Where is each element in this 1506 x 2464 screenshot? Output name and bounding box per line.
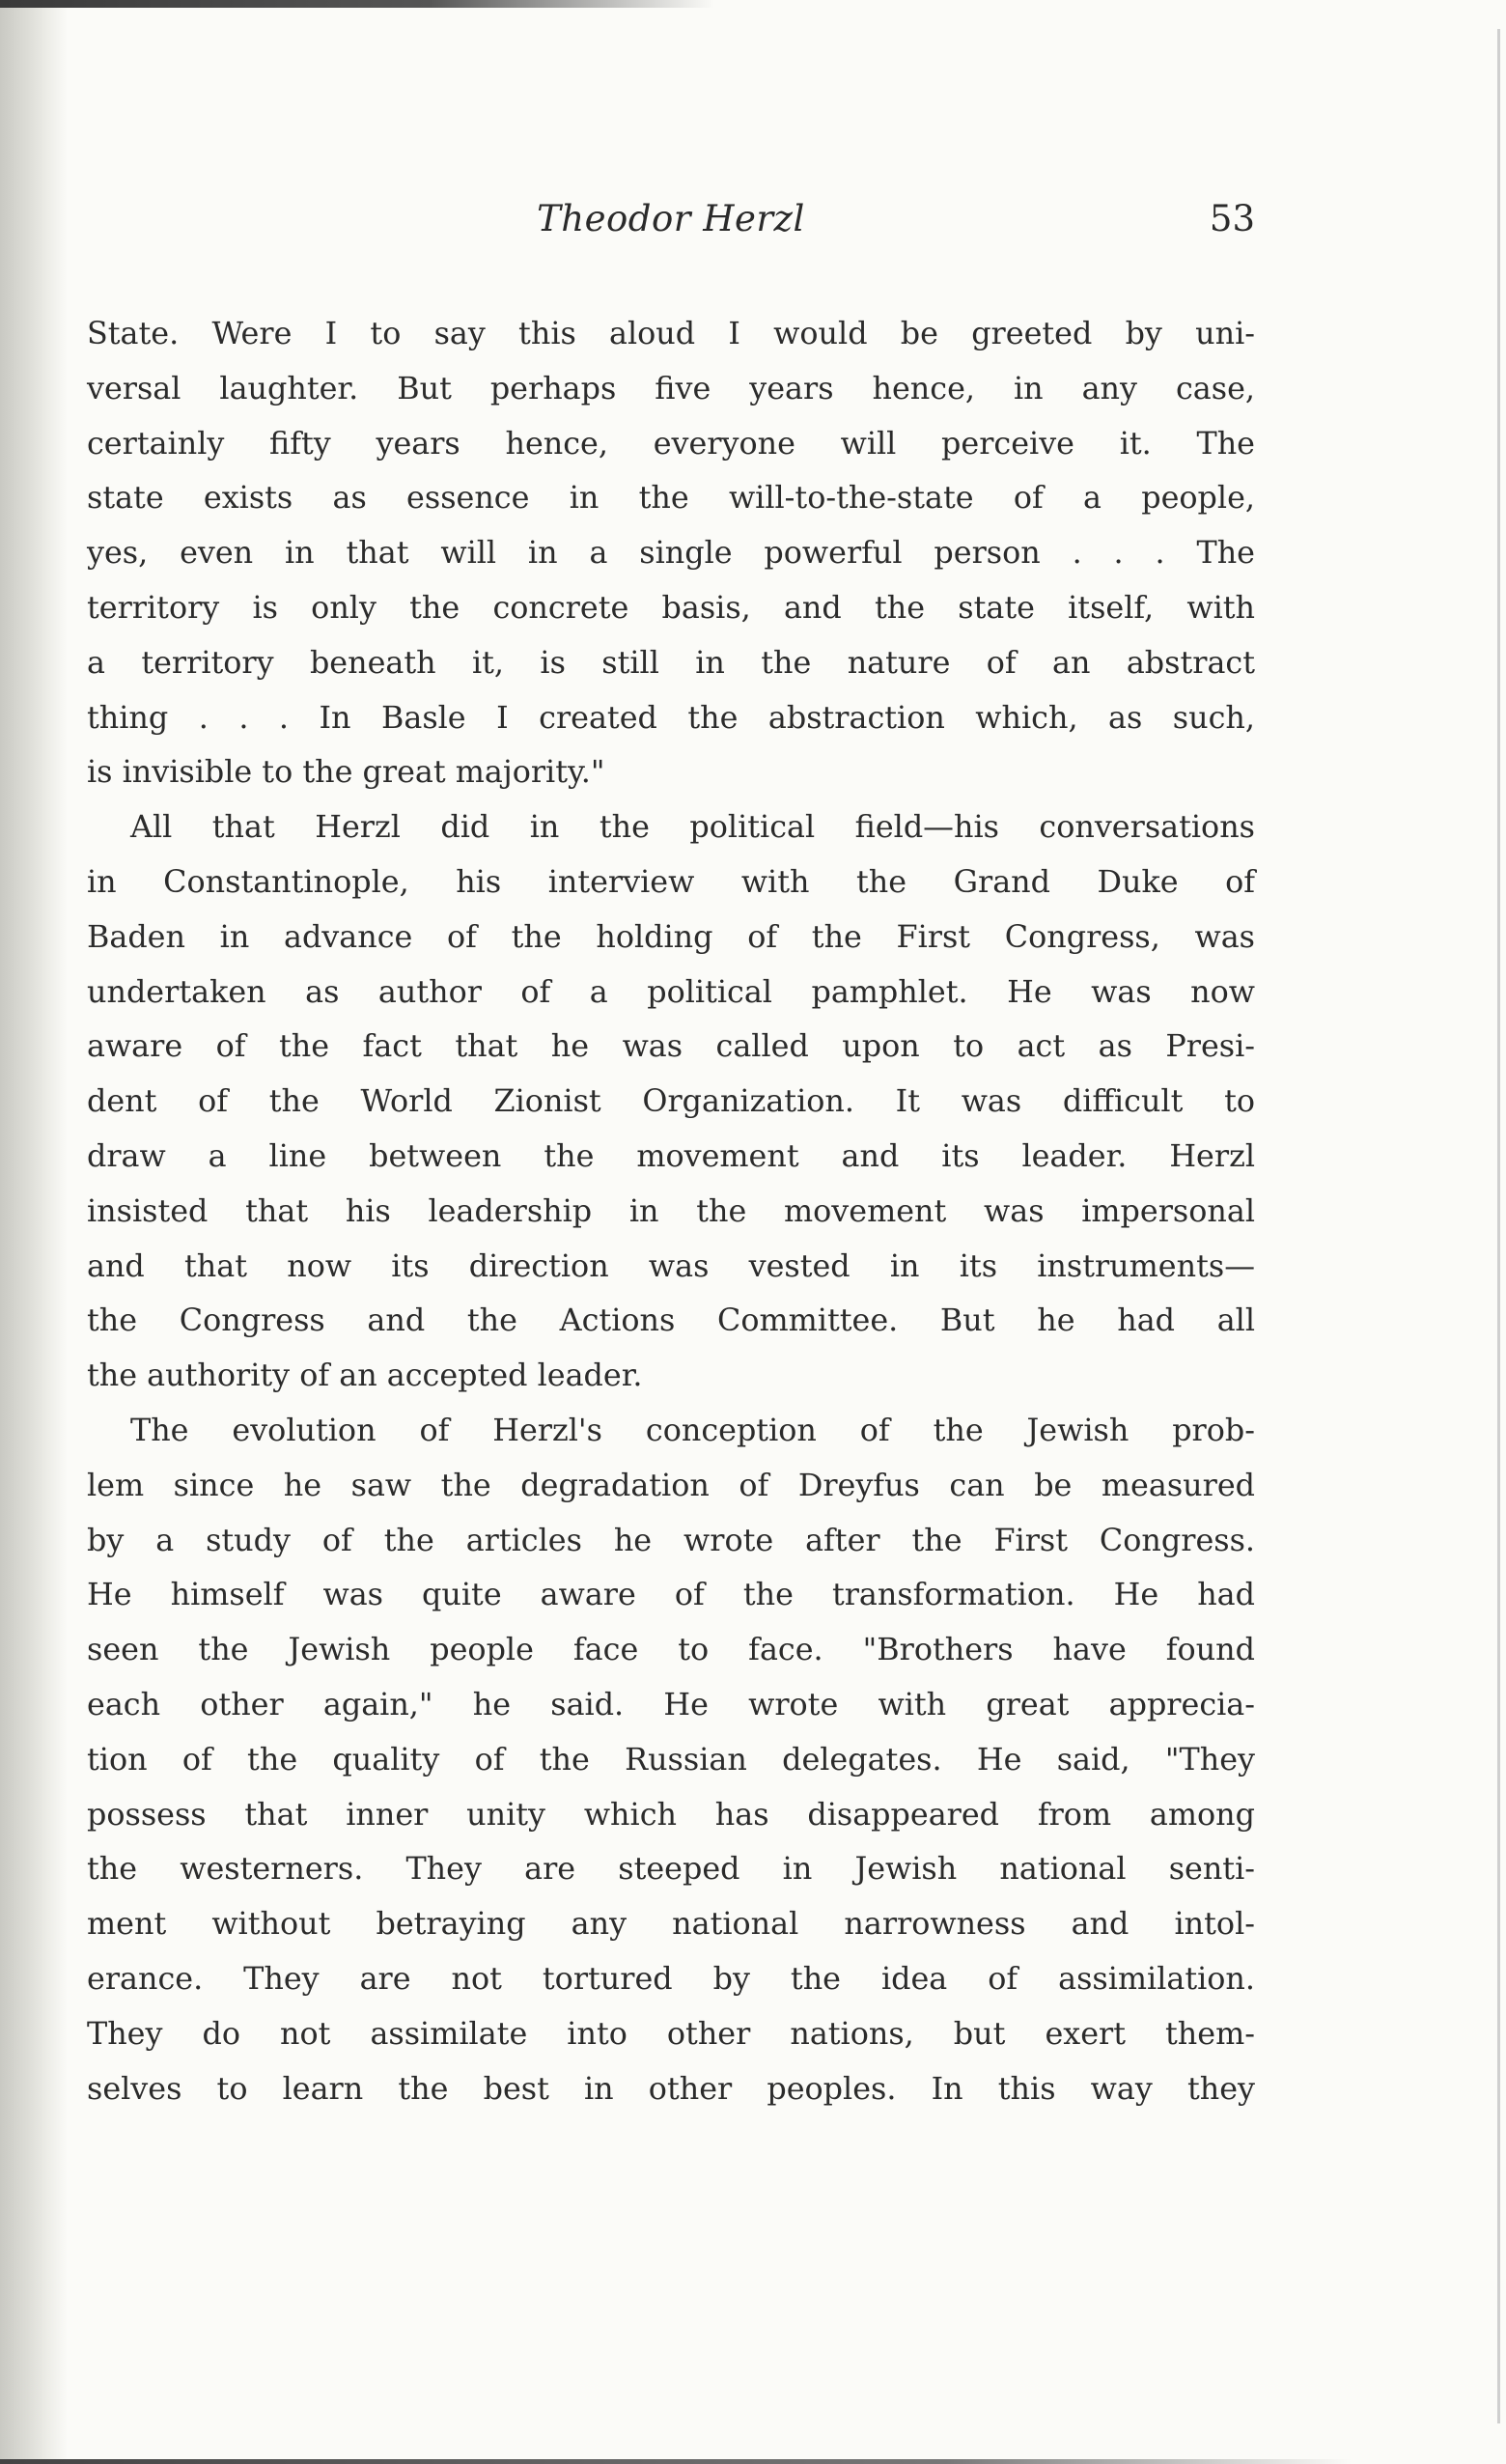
page-number: 53 (1209, 198, 1255, 239)
paragraph (87, 307, 1255, 800)
running-title: Theodor Herzl (537, 198, 805, 239)
body-text (87, 307, 1255, 2116)
text-line: lem since he saw the degradation of Dreyfus can be measured (87, 1467, 1255, 1503)
text-line: selves to learn the best in other peoples. In this way they (87, 2070, 1255, 2107)
text-line: thing . . . In Basle I created the abstraction which, as such, (87, 699, 1255, 736)
text-line: erance. They are not tortured by the idea of assimilation. (87, 1960, 1255, 1997)
text-line: State. Were I to say this aloud I would be greeted by uni- (87, 316, 1255, 351)
text-line: insisted that his leadership in the movement was impersonal (87, 1192, 1255, 1229)
paragraph (87, 1404, 1255, 2116)
scan-edge-right (1497, 29, 1500, 2423)
scan-edge-bottom (0, 2459, 1352, 2464)
text-line: is invisible to the great majority." (87, 754, 605, 791)
text-line: ment without betraying any national narrowness and intol- (87, 1906, 1255, 1943)
text-line: All that Herzl did in the political field—his conversations (130, 809, 1255, 846)
text-line: versal laughter. But perhaps five years hence, in any case, (87, 370, 1255, 406)
text-line: territory is only the concrete basis, and the state itself, with (87, 589, 1255, 626)
scan-edge-top (0, 0, 714, 8)
text-line: in Constantinople, his interview with the Grand Duke of (87, 863, 1255, 900)
text-line: aware of the fact that he was called upon to act as Presi- (87, 1028, 1255, 1065)
text-line: and that now its direction was vested in its instruments— (87, 1247, 1255, 1284)
text-line: the Congress and the Actions Committee. But he had all (87, 1302, 1255, 1339)
text-line: Baden in advance of the holding of the First Congress, was (87, 918, 1255, 955)
text-line: He himself was quite aware of the transformation. He had (87, 1577, 1255, 1613)
text-line: seen the Jewish people face to face. "Brothers have found (87, 1632, 1255, 1668)
text-line: possess that inner unity which has disappeared from among (87, 1796, 1255, 1833)
text-line: state exists as essence in the will-to-the-state of a people, (87, 480, 1255, 517)
text-line: a territory beneath it, is still in the nature of an abstract (87, 644, 1255, 681)
text-line: by a study of the articles he wrote after the First Congress. (87, 1522, 1255, 1558)
text-line: draw a line between the movement and its leader. Herzl (87, 1137, 1255, 1174)
binding-shadow (0, 0, 68, 2464)
text-line: They do not assimilate into other nations, but exert them- (87, 2015, 1255, 2052)
text-line: dent of the World Zionist Organization. It was difficult to (87, 1083, 1255, 1120)
text-line: The evolution of Herzl's conception of the Jewish prob- (130, 1412, 1255, 1448)
text-line: tion of the quality of the Russian delegates. He said, "They (87, 1741, 1255, 1778)
text-line: the westerners. They are steeped in Jewish national senti- (87, 1851, 1255, 1888)
text-line: certainly fifty years hence, everyone will perceive it. The (87, 425, 1255, 462)
running-head (87, 198, 1255, 256)
text-line: undertaken as author of a political pamphlet. He was now (87, 973, 1255, 1010)
text-line: each other again," he said. He wrote with great apprecia- (87, 1686, 1255, 1722)
text-line: the authority of an accepted leader. (87, 1358, 643, 1394)
paragraph (87, 800, 1255, 1404)
text-line: yes, even in that will in a single powerful person . . . The (87, 535, 1255, 572)
